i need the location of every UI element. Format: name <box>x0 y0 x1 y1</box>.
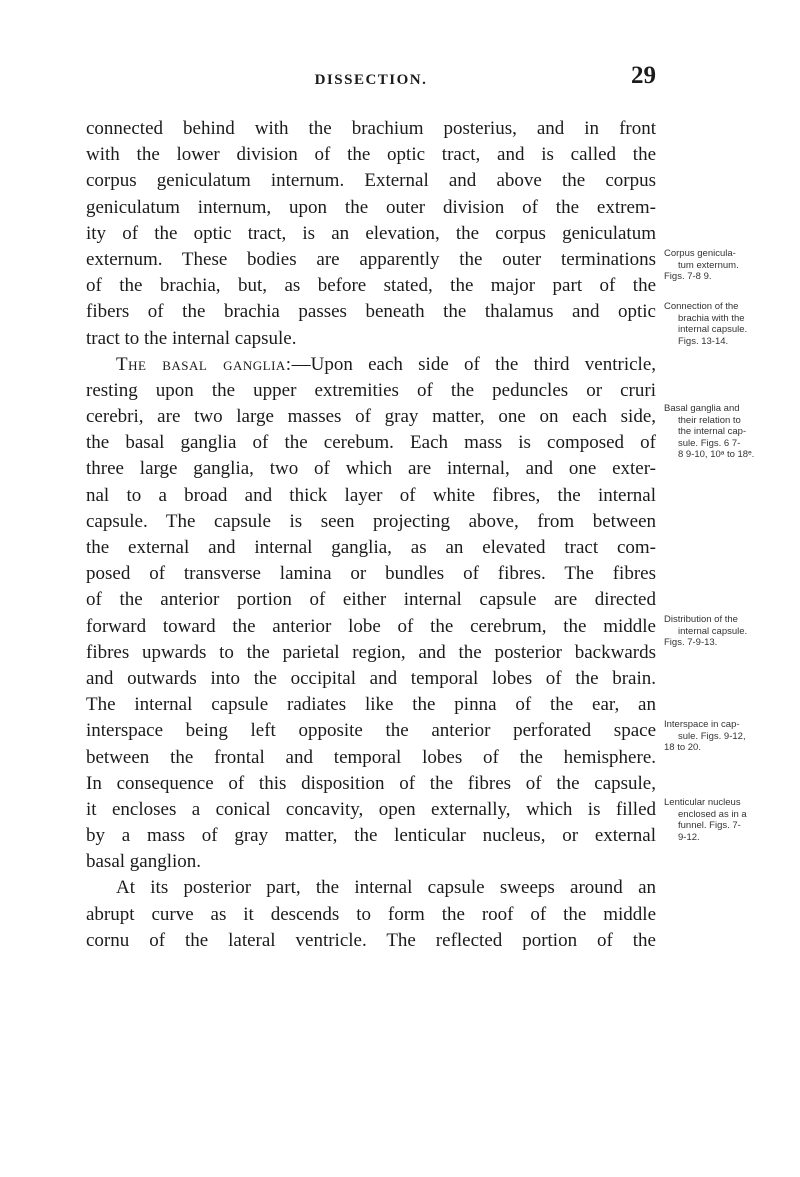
sidenote-line: Figs. 7-8 9. <box>664 271 712 282</box>
text-line: geniculatum internum, upon the outer division of the extrem- <box>86 196 656 218</box>
section-line <box>86 352 656 378</box>
text-line: interspace being left opposite the anterior perforated space <box>86 720 656 742</box>
sidenote-line: Corpus genicula- <box>664 248 736 259</box>
running-head: DISSECTION. <box>314 72 428 88</box>
sidenote-line: Basal ganglia and <box>664 403 740 414</box>
text-line: the external and internal ganglia, as an elevated tract com- <box>86 537 656 558</box>
sidenote-line: 9-12. <box>678 831 700 843</box>
text-line: The internal capsule radiates like the pinna of the ear, an <box>86 694 656 716</box>
text-line: with the lower division of the optic tract, and is called the <box>86 144 656 166</box>
sidenote-line: Lenticular nucleus <box>664 797 741 808</box>
sidenote-capsule-distribution <box>664 614 794 649</box>
sidenote-line: Figs. 13-14. <box>678 335 729 347</box>
text-line: ity of the optic tract, is an elevation, the corpus geniculatum <box>86 222 656 244</box>
text-line: At its posterior part, the internal capsule sweeps around an <box>116 877 656 899</box>
text-line: nal to a broad and thick layer of white fibres, the internal <box>86 484 656 506</box>
text-line: basal ganglion. <box>86 851 202 873</box>
sidenote-line: Distribution of the <box>664 614 738 625</box>
sidenote-line: sule. Figs. 9-12, <box>678 730 746 742</box>
text-line: externum. These bodies are apparently the outer terminations <box>86 248 656 270</box>
page-header <box>86 62 656 102</box>
text-line: it encloses a conical concavity, open externally, which is filled <box>86 798 656 820</box>
sidenote-line: Interspace in cap- <box>664 719 740 730</box>
text-line: of the anterior portion of either internal capsule are directed <box>86 589 656 611</box>
text-line: resting upon the upper extremities of the peduncles or cruri <box>86 379 656 401</box>
body-text <box>86 116 656 954</box>
text-line: and outwards into the occipital and temporal lobes of the brain. <box>86 667 656 689</box>
sidenote-line: Connection of the <box>664 301 739 312</box>
text-line: cerebri, are two large masses of gray matter, one on each side, <box>86 406 656 428</box>
sidenote-line: 18 to 20. <box>664 742 701 753</box>
sidenote-line: their relation to <box>678 414 741 426</box>
text-line: cornu of the lateral ventricle. The reflected portion of the <box>86 929 656 951</box>
sidenote-line: internal capsule. <box>678 324 748 335</box>
text-line: between the frontal and temporal lobes of the hemisphere. <box>86 746 656 768</box>
sidenote-line: Figs. 7-9-13. <box>664 637 718 648</box>
text-line: In consequence of this disposition of the fibres of the capsule, <box>86 772 656 794</box>
sidenote-line: internal capsule. <box>678 625 748 637</box>
sidenote-line: brachia with the <box>678 312 745 324</box>
text-line: —Upon each side of the third ventricle, <box>291 353 656 375</box>
text-line: tract to the internal capsule. <box>86 327 297 349</box>
text-line: by a mass of gray matter, the lenticular nucleus, or external <box>86 825 656 847</box>
text-line: posed of transverse lamina or bundles of fibres. The fibres <box>86 563 656 585</box>
sidenote-line: enclosed as in a <box>678 808 747 820</box>
sidenote-basal-ganglia <box>664 403 794 461</box>
text-line: three large ganglia, two of which are internal, and one exter- <box>86 458 656 480</box>
text-line: the basal ganglia of the cerebum. Each mass is composed of <box>86 432 656 454</box>
text-line: fibres upwards to the parietal region, and the posterior backwards <box>86 641 656 663</box>
sidenote-line: sule. Figs. 6 7- <box>678 437 741 449</box>
text-line: connected behind with the brachium posterius, and in front <box>86 118 656 139</box>
text-line: capsule. The capsule is seen projecting above, from between <box>86 510 656 532</box>
section-heading: The basal ganglia: <box>116 353 292 375</box>
sidenote-corpus-geniculatum <box>664 248 794 283</box>
sidenote-capsule-interspace <box>664 719 794 754</box>
text-line: corpus geniculatum internum. External and above the corpus <box>86 170 656 192</box>
text-line: of the brachia, but, as before stated, the major part of the <box>86 275 656 297</box>
text-line: abrupt curve as it descends to form the roof of the middle <box>86 903 656 925</box>
sidenote-line: the internal cap- <box>678 426 747 437</box>
sidenote-brachia-connection <box>664 301 794 347</box>
text-line: fibers of the brachia passes beneath the thalamus and optic <box>86 301 656 323</box>
page-number: 29 <box>631 62 656 89</box>
sidenote-line: funnel. Figs. 7- <box>678 820 741 831</box>
sidenote-line: 8 9-10, 10ᵃ to 18ᵉ. <box>678 449 755 460</box>
text-line: forward toward the anterior lobe of the cerebrum, the middle <box>86 615 656 637</box>
sidenote-lenticular-nucleus <box>664 797 794 843</box>
sidenote-line: tum externum. <box>678 259 739 271</box>
